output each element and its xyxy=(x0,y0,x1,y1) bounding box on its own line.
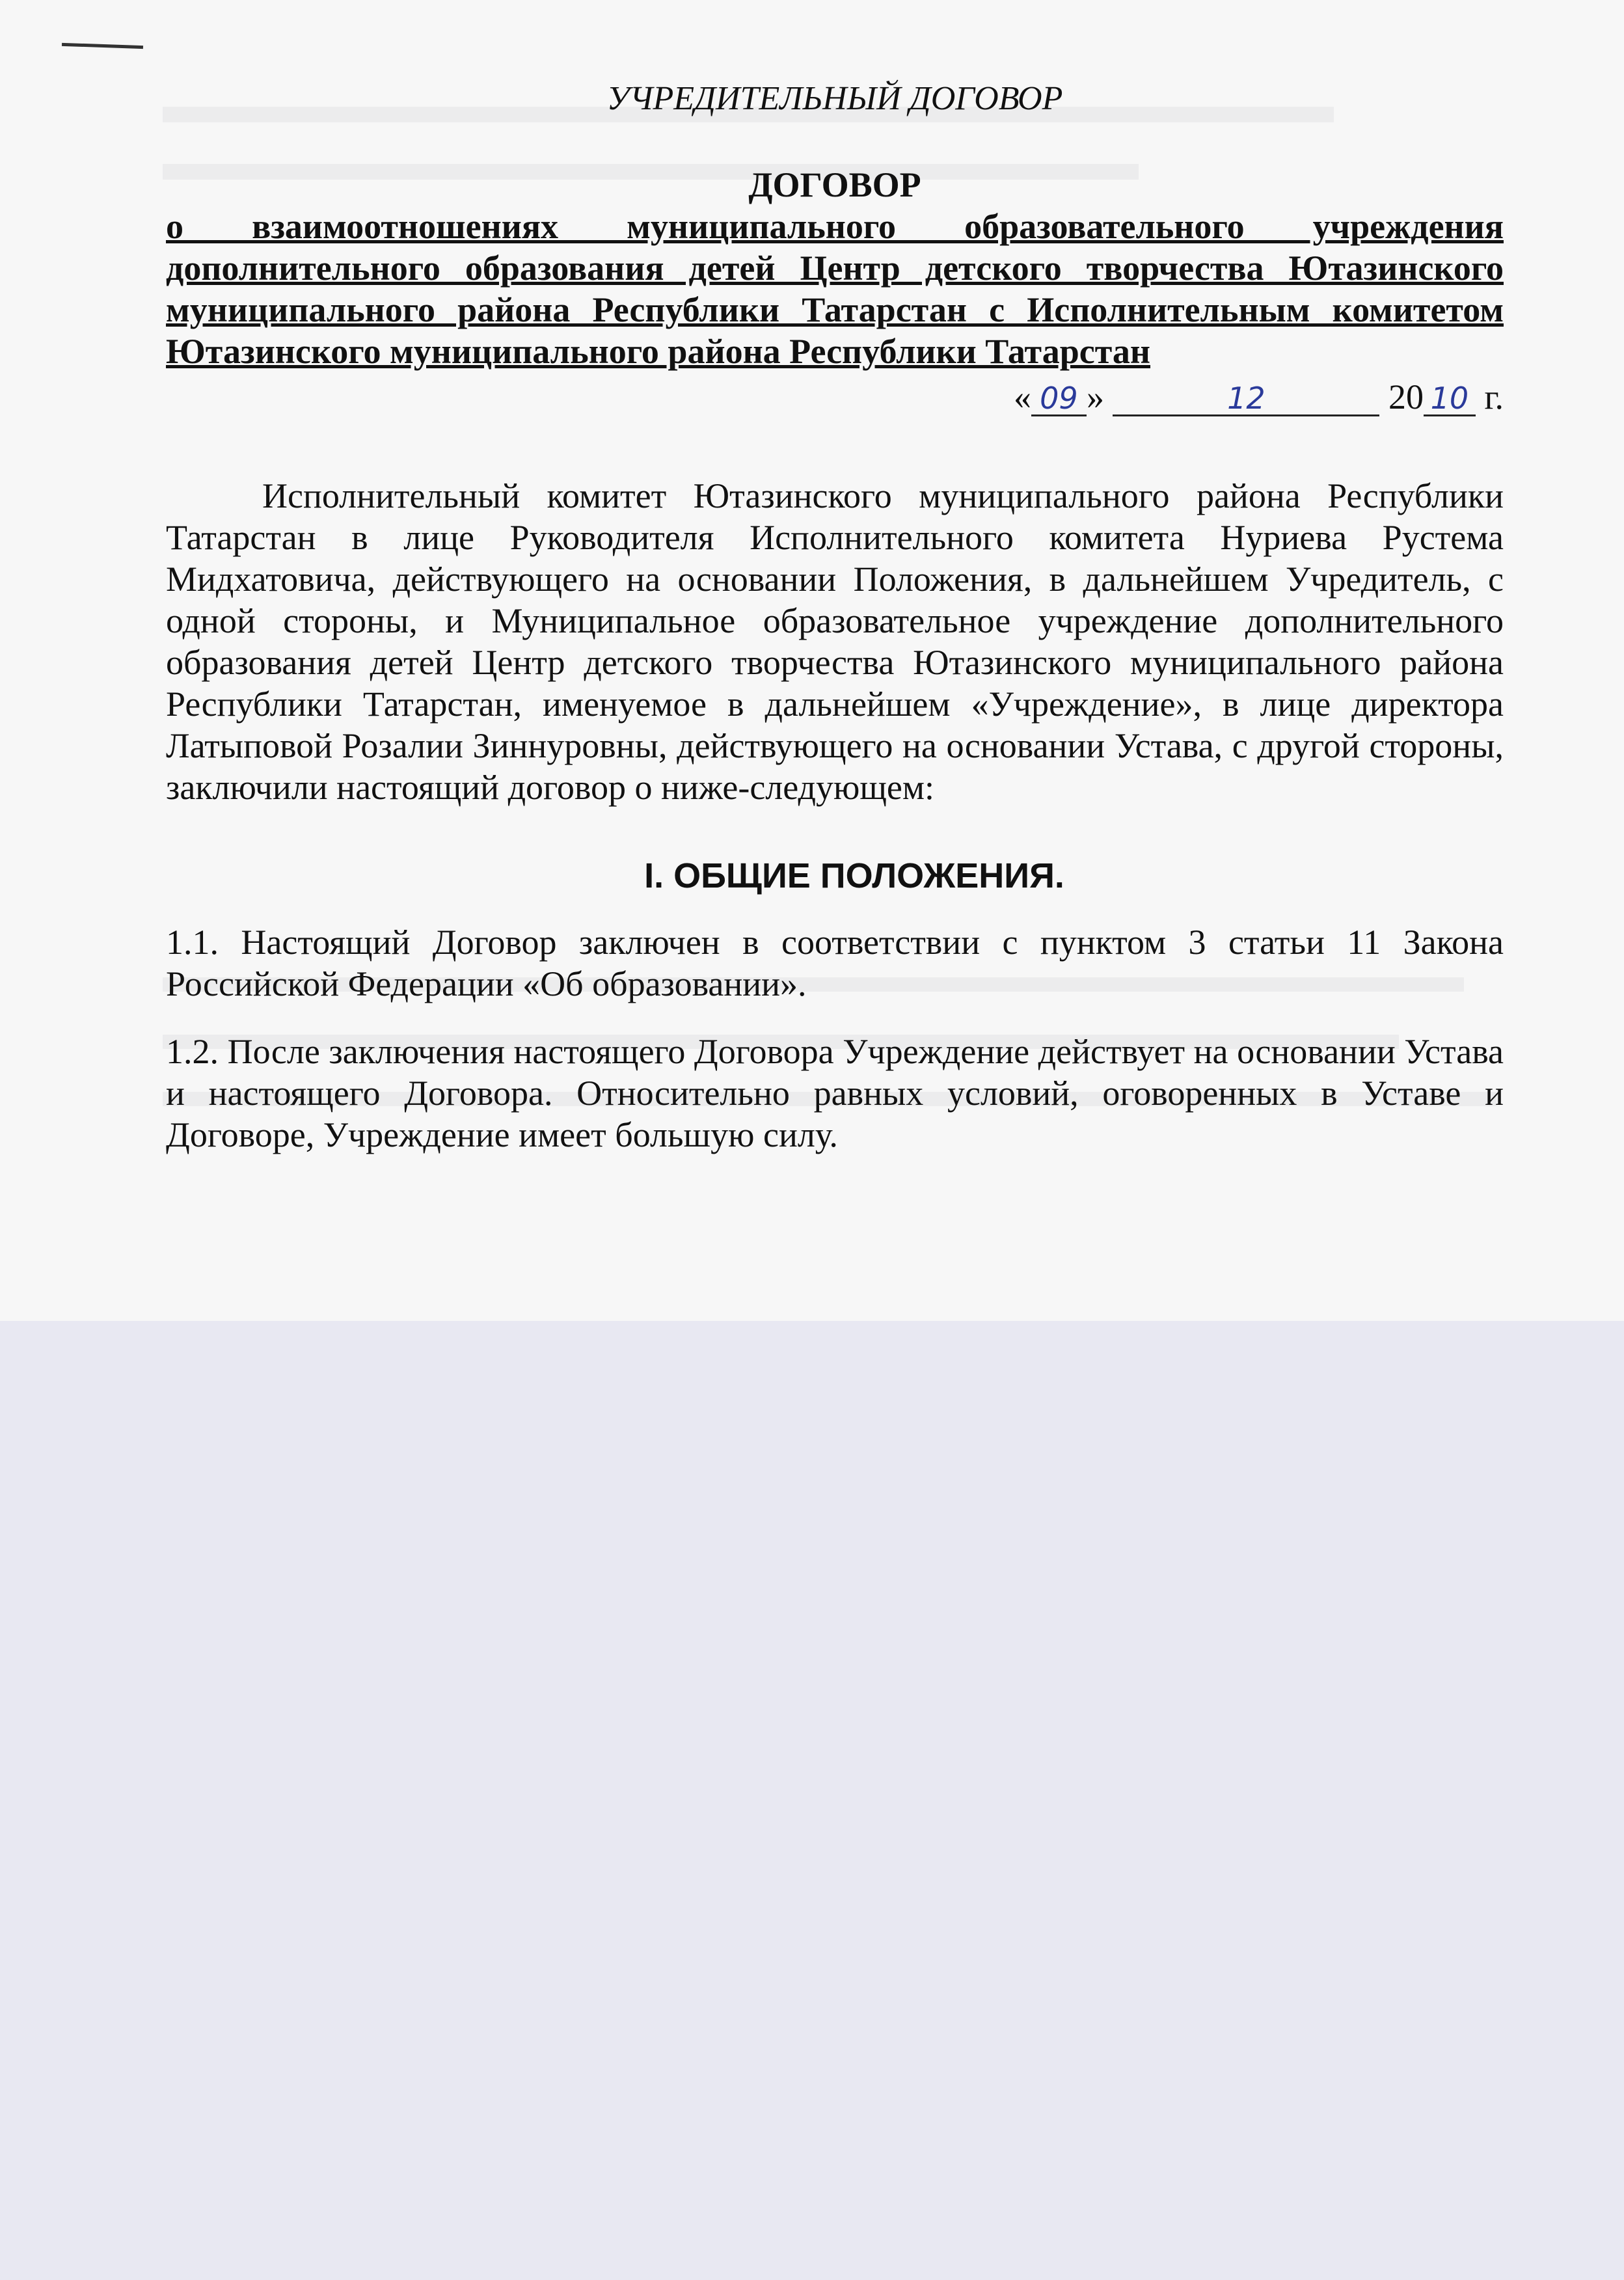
date-year-prefix: 20 xyxy=(1388,377,1424,416)
date-year-suffix: 10 xyxy=(1424,382,1476,416)
date-day: 09 xyxy=(1031,382,1087,416)
section-title: I. ОБЩИЕ ПОЛОЖЕНИЯ. xyxy=(644,856,1064,895)
clause-1-1: 1.1. Настоящий Договор заключен в соответствии с пунктом 3 статьи 11 Закона Российской Федерации «Об образовании». xyxy=(166,923,1504,1003)
intro-paragraph: Исполнительный комитет Ютазинского муниципального района Республики Татарстан в лице Руководителя Исполнительного комитета Нуриева Рустема Мидхатовича, действующего на основании Положения, в дальнейшем Учредитель, с одной стороны, и Муниципальное образовательное учреждение дополнительного образования детей Центр детского творчества Ютазинского муниципального района Республики Татарстан, именуемое в дальнейшем «Учреждение», в лице директора Латыповой Розалии Зиннуровны, действующего на основании Устава, с другой стороны, заключили настоящий договор о ниже-следующем: xyxy=(166,476,1504,807)
document-title: ДОГОВОР xyxy=(748,165,921,204)
date-line xyxy=(166,376,1504,418)
date-close-quote: » xyxy=(1086,377,1104,416)
corner-mark xyxy=(62,43,143,49)
header-title: УЧРЕДИТЕЛЬНЫЙ ДОГОВОР xyxy=(606,80,1063,117)
date-month: 12 xyxy=(1113,382,1379,416)
date-year-unit: г. xyxy=(1484,377,1504,416)
document-subject: о взаимоотношениях муниципального образовательного учреждения дополнительного образования детей Центр детского творчества Ютазинского муниципального района Республики Татарстан с Исполнительным комитетом Ютазинского муниципального района Республики Татарстан xyxy=(166,207,1504,371)
clause-1-2: 1.2. После заключения настоящего Договора Учреждение действует на основании Устава и настоящего Договора. Относительно равных условий, оговоренных в Уставе и Договоре, Учреждение имеет большую силу. xyxy=(166,1032,1504,1154)
date-open-quote: « xyxy=(1013,377,1031,416)
document-body xyxy=(166,78,1504,1156)
